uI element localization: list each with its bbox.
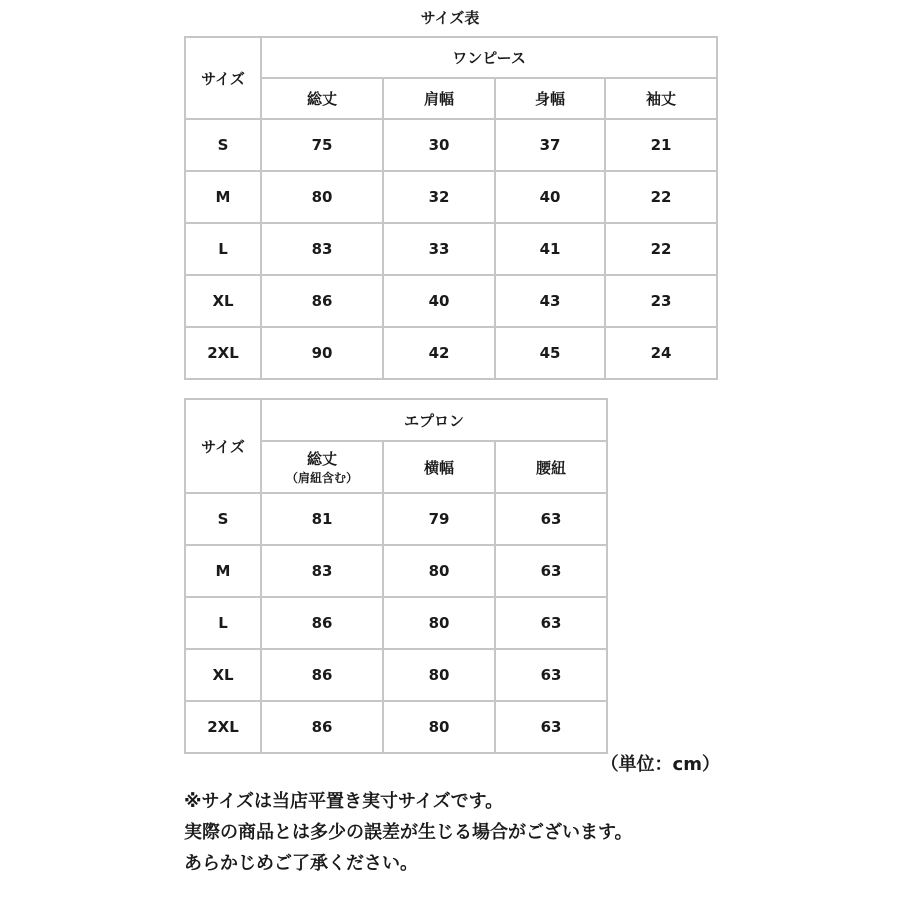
value-cell: 33 xyxy=(383,223,495,275)
value-cell: 45 xyxy=(495,327,605,379)
size-cell: M xyxy=(185,545,261,597)
size-header: サイズ xyxy=(185,399,261,493)
notes xyxy=(184,786,884,879)
column-header: 横幅 xyxy=(383,441,495,493)
value-cell: 22 xyxy=(605,223,717,275)
value-cell: 80 xyxy=(383,649,495,701)
value-cell: 63 xyxy=(495,649,607,701)
column-header: 総丈 xyxy=(261,78,383,119)
value-cell: 40 xyxy=(383,275,495,327)
value-cell: 90 xyxy=(261,327,383,379)
size-cell: S xyxy=(185,493,261,545)
size-cell: M xyxy=(185,171,261,223)
value-cell: 24 xyxy=(605,327,717,379)
size-cell: L xyxy=(185,597,261,649)
unit-label: （単位：cm） xyxy=(600,754,720,775)
table-row xyxy=(185,493,607,545)
value-cell: 83 xyxy=(261,545,383,597)
value-cell: 23 xyxy=(605,275,717,327)
size-cell: XL xyxy=(185,649,261,701)
size-header: サイズ xyxy=(185,37,261,119)
value-cell: 37 xyxy=(495,119,605,171)
table-row xyxy=(185,701,607,753)
value-cell: 86 xyxy=(261,597,383,649)
column-header: 身幅 xyxy=(495,78,605,119)
apron-size-table xyxy=(184,398,608,754)
value-cell: 80 xyxy=(261,171,383,223)
apron-group-header: エプロン xyxy=(261,399,607,441)
dress-size-table xyxy=(184,36,718,380)
column-header: 腰紐 xyxy=(495,441,607,493)
value-cell: 32 xyxy=(383,171,495,223)
note-line: 実際の商品とは多少の誤差が生じる場合がございます。 xyxy=(184,822,633,843)
value-cell: 86 xyxy=(261,649,383,701)
page-title: サイズ表 xyxy=(420,9,480,27)
value-cell: 80 xyxy=(383,597,495,649)
value-cell: 42 xyxy=(383,327,495,379)
value-cell: 22 xyxy=(605,171,717,223)
value-cell: 75 xyxy=(261,119,383,171)
value-cell: 81 xyxy=(261,493,383,545)
table-row xyxy=(185,275,717,327)
column-header xyxy=(261,441,383,493)
value-cell: 40 xyxy=(495,171,605,223)
note-line: ※サイズは当店平置き実寸サイズです。 xyxy=(184,791,504,812)
column-header-sub: （肩紐含む） xyxy=(285,470,358,485)
table-row xyxy=(185,327,717,379)
dress-group-header: ワンピース xyxy=(261,37,717,78)
column-header-label: 総丈 xyxy=(306,449,337,468)
value-cell: 63 xyxy=(495,701,607,753)
table-row xyxy=(185,171,717,223)
value-cell: 21 xyxy=(605,119,717,171)
value-cell: 63 xyxy=(495,493,607,545)
value-cell: 63 xyxy=(495,597,607,649)
table-row xyxy=(185,545,607,597)
table-row xyxy=(185,649,607,701)
value-cell: 86 xyxy=(261,701,383,753)
value-cell: 83 xyxy=(261,223,383,275)
column-header: 袖丈 xyxy=(605,78,717,119)
value-cell: 80 xyxy=(383,545,495,597)
table-row xyxy=(185,223,717,275)
value-cell: 79 xyxy=(383,493,495,545)
value-cell: 80 xyxy=(383,701,495,753)
table-row xyxy=(185,119,717,171)
note-line: あらかじめご了承ください。 xyxy=(184,853,418,874)
size-cell: XL xyxy=(185,275,261,327)
value-cell: 86 xyxy=(261,275,383,327)
size-cell: S xyxy=(185,119,261,171)
size-cell: 2XL xyxy=(185,701,261,753)
value-cell: 63 xyxy=(495,545,607,597)
value-cell: 43 xyxy=(495,275,605,327)
value-cell: 41 xyxy=(495,223,605,275)
size-cell: 2XL xyxy=(185,327,261,379)
value-cell: 30 xyxy=(383,119,495,171)
table-row xyxy=(185,597,607,649)
size-cell: L xyxy=(185,223,261,275)
column-header: 肩幅 xyxy=(383,78,495,119)
